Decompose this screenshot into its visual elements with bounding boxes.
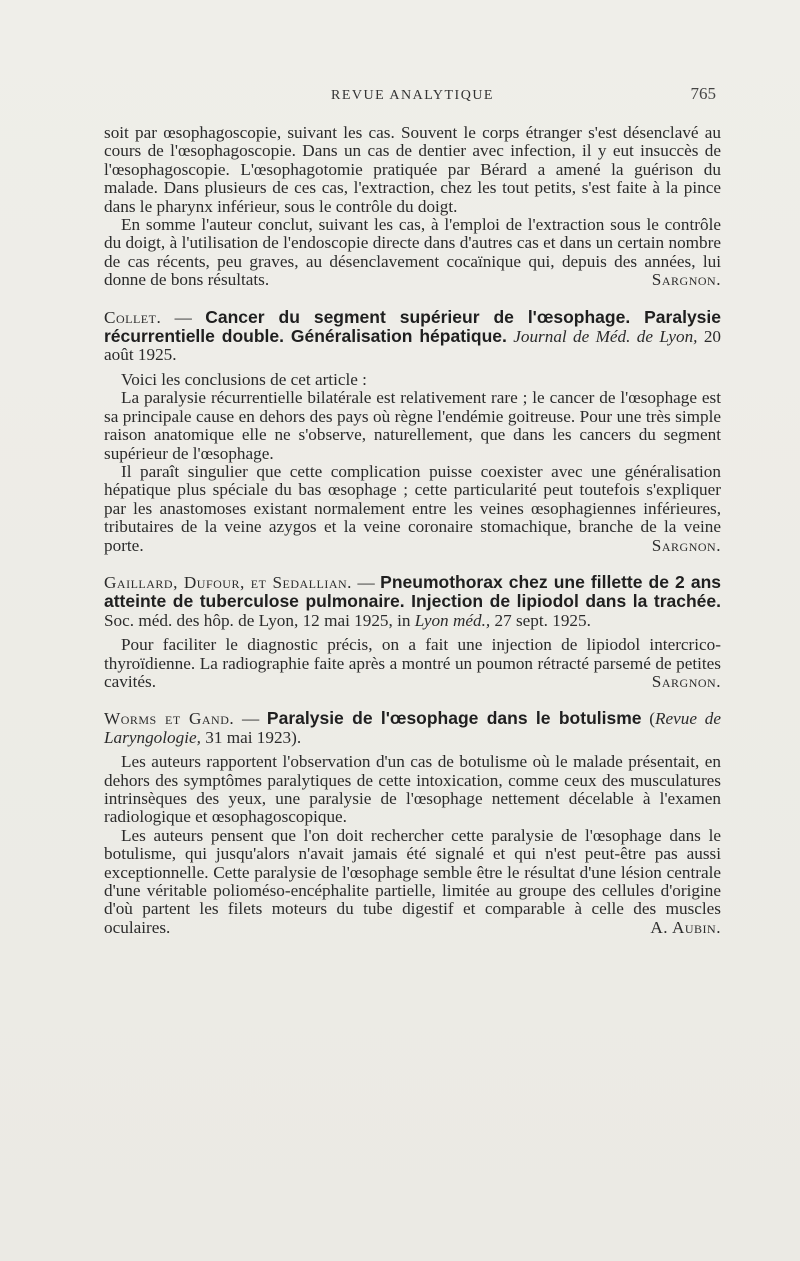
intro-paragraph: En somme l'auteur conclut, suivant les cas, à l'emploi de l'extraction sous le contrôle du doigt, à l'utilisation de l'endoscopie directe dans d'autres cas et dans un certain nombre de cas récents, peu graves, au désenclavement cocaïnique qui, depuis des années, lui donne de bons résultats. Sargnon. xyxy=(104,215,721,290)
article-title: Paralysie de l'œsophage dans le botulisme xyxy=(266,708,642,729)
article-source-date: 31 mai 1923). xyxy=(200,727,302,747)
article-paragraph: Pour faciliter le diagnostic précis, on a fait une injection de lipiodol intercrico-thyroïdienne. La radiographie faite après a montré un poumon rétracté parsemé de petites cavités. Sargnon. xyxy=(104,635,721,691)
article-source-meeting: Soc. méd. des hôp. de Lyon, 12 mai 1925, in xyxy=(104,610,415,630)
article-source-journal: Lyon méd., xyxy=(414,610,491,630)
article-title: Pneumothorax chez une fillette de 2 ans atteinte de tuberculose pulmonaire. Injection de lipiodol dans la trachée. xyxy=(104,571,722,612)
article-authors: Gaillard, Dufour, et Sedallian. xyxy=(104,572,352,592)
article-authors: Worms et Gand. xyxy=(104,709,235,729)
article-source-date: 27 sept. 1925. xyxy=(490,610,591,630)
article-heading: Gaillard, Dufour, et Sedallian. — Pneumothorax chez une fillette de 2 ans atteinte de tuberculose pulmonaire. Injection de lipiodol dans la trachée. Soc. méd. des hôp. de Lyon, 12 mai 1925, in Lyon méd., 27 sept. 1925. xyxy=(104,571,722,630)
article-gaillard xyxy=(104,573,721,691)
article-paragraph: Voici les conclusions de cet article : xyxy=(121,369,367,389)
article-source-date: 20 août 1925. xyxy=(104,327,722,365)
article-paragraph: Les auteurs pensent que l'on doit rechercher cette paralysie de l'œsophage dans le botulisme, qui jusqu'alors n'avait jamais été signalé et qui n'est peut-être pas aussi exceptionnelle. Cette paralysie de l'œsophage semble être le résultat d'une lésion centrale d'une véritable polioméso-encéphalite partielle, limitée au groupe des cellules d'origine d'où partent les filets moteurs du tube digestif et comparable à celle des muscles oculaires. A. Aubin. xyxy=(104,825,721,937)
signature: Sargnon. xyxy=(651,270,721,290)
article-paragraph: Il paraît singulier que cette complication puisse coexister avec une généralisation hépatique plus spéciale du bas œsophage ; cette particularité peut toutefois s'expliquer par les anastomoses existant normalement entre les veines œsophagiennes inférieures, tributaires de la veine azygos et la veine coronaire stomachique, branche de la veine porte. Sargnon. xyxy=(104,461,721,555)
page-header xyxy=(105,84,720,108)
article-paragraph: Les auteurs rapportent l'observation d'un cas de botulisme où le malade présentait, en dehors des symptômes paralytiques de cette intoxication, comme ceux des musculatures intrinsèques des yeux, une paralysie de l'œsophage nettement décelable à l'examen radiologique et œsophagoscopique. xyxy=(104,752,721,827)
article-source-journal: Revue de Laryngologie, xyxy=(104,709,722,747)
article-worms xyxy=(104,709,721,937)
signature: Sargnon. xyxy=(651,671,721,691)
page-number: 765 xyxy=(690,84,716,103)
article-title: Cancer du segment supérieur de l'œsophage. Paralysie récurrentielle double. Généralisation hépatique. xyxy=(104,306,722,347)
intro-paragraph: soit par œsophagoscopie, suivant les cas. Souvent le corps étranger s'est désenclavé au cours de l'œsophagoscopie. Dans un cas de dentier avec infection, il y eut insuccès de l'œsophagoscopie. L'œsophagotomie pratiquée par Bérard a amené la guérison du malade. Dans plusieurs de ces cas, l'extraction, chez les tout petits, s'est faite à la pince dans le pharynx inférieur, sous le contrôle du doigt. xyxy=(104,123,721,216)
running-title: REVUE ANALYTIQUE xyxy=(331,88,494,103)
article-paragraph: La paralysie récurrentielle bilatérale est relativement rare ; le cancer de l'œsophage est sa principale cause en dehors des pays où règne l'endémie goitreuse. Pour une très simple raison anatomique elle ne s'observe, naturellement, que dans les cancers du segment supérieur de l'œsophage. xyxy=(104,388,721,463)
article-authors: Collet. xyxy=(104,307,162,327)
article-collet xyxy=(104,308,721,555)
article-heading: Collet. — Cancer du segment supérieur de l'œsophage. Paralysie récurrentielle double. Généralisation hépatique. Journal de Méd. de Lyon, 20 août 1925. xyxy=(104,306,722,365)
signature: A. Aubin. xyxy=(650,917,721,937)
text-column xyxy=(104,124,721,937)
article-heading: Worms et Gand. — Paralysie de l'œsophage dans le botulisme (Revue de Laryngologie, 31 mai 1923). xyxy=(104,708,722,747)
article-source-journal: Journal de Méd. de Lyon, xyxy=(513,327,698,347)
signature: Sargnon. xyxy=(651,535,721,555)
